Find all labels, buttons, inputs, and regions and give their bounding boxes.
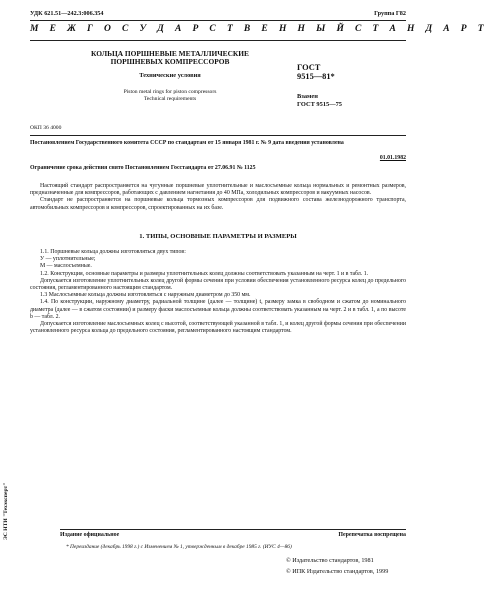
banner-rule [30,40,406,41]
decree-text: Постановлением Государственного комитета СССР по стандартам от 15 января 1981 г. № 9 дата введения установлена [30,140,344,146]
gost-number: 9515—81* [297,72,335,82]
okp-rule [30,135,406,136]
top-rule [30,20,406,21]
intro-paragraph-2: Стандарт не распространяется на поршневые кольца тормозных компрессоров для подвижного состава железнодорожного транспорта, автомобильных компрессоров и компрессоров, спроектированных на их базе. [30,197,406,211]
english-title-line-1: Piston metal rings for piston compressors [123,89,217,95]
limit-text: Ограничение срока действия снято Постановлением Госстандарта от 27.06.91 № 1125 [30,165,256,171]
copyright-1981: © Издательство стандартов, 1981 [286,557,374,564]
paragraph-1-4: 1.4. По конструкции, наружному диаметру, радиальной толщине (далее — толщине) t, размеру замка в свободном и сжатом до номинального диаметра (далее — в сжатом состоянии) и размеру фаски маслосъемные кольца должны соответствовать указанным на черт. 2 и в табл. 1, а по высоте b — табл. 2. [30,299,406,320]
okp-code: ОКП 36 4000 [30,125,62,131]
intro-paragraph-1: Настоящий стандарт распространяется на чугунные поршневые уплотнительные и маслосъемные кольца нормальных и ремонтных размеров, предназначенные для компрессоров, работающих с давлением нагнетания до 40 МПа, холодильных компрессоров и вакуумных насосов. [30,183,406,197]
paragraph-1-2: 1.2. Конструкция, основные параметры и размеры уплотнительных колец должны соответствовать указанным на черт. 1 и в табл. 1. [40,270,369,277]
document-title [60,50,280,66]
replaces-block [297,93,342,108]
title-line-2: ПОРШНЕВЫХ КОМПРЕССОРОВ [110,57,230,67]
intro-block [30,183,406,212]
replaces-label: Взамен [297,93,318,100]
paragraph-1-1-a: У — уплотнительные; [40,256,96,263]
effective-date: 01.01.1982 [379,155,406,161]
sidebar-watermark: ЭС НТИ "Техэксперт" [3,482,9,540]
english-title-line-2: Technical requirements [143,96,197,103]
paragraph-1-1-b: М — маслосъемные. [40,263,92,270]
paragraph-1-2-note: Допускается изготовление уплотнительных колец другой формы сечения при условии обеспечения установленного ресурса колец до предельного состояния, регламентированного настоящим стандартом. [30,277,406,292]
copyright-1999: © ИПК Издательство стандартов, 1999 [286,568,389,575]
title-line-1: КОЛЬЦА ПОРШНЕВЫЕ МЕТАЛЛИЧЕСКИЕ [91,49,249,58]
paragraph-1-3: 1.3 Маслосъемные кольца должны изготовляться с наружным диаметром до 350 мм. [40,292,251,299]
section-heading: 1. ТИПЫ, ОСНОВНЫЕ ПАРАМЕТРЫ И РАЗМЕРЫ [139,233,297,240]
reprint-note: * Переиздание (декабрь 1998 г.) с Изменением № 1, утвержденным в декабре 1985 г. (ИУС 4—86) [66,544,292,550]
official-edition: Издание официальное [60,532,120,538]
udk-code: УДК 621.51—242.3:006.354 [30,10,104,17]
section-body [30,249,406,335]
no-reprint-notice: Перепечатка воспрещена [338,532,406,538]
standard-banner: М Е Ж Г О С У Д А Р С Т В Е Н Н Ы Й С Т А Н Д А Р Т [30,24,488,34]
gost-label: ГОСТ [297,63,321,72]
paragraph-1-4-note: Допускается изготовление маслосъемных колец с высотой, соответствующей указанной в табл. 1, и колец другой формы сечения при обеспечении установленного ресурса кольца до предельного состояния, регламентированного настоящим стандартом. [30,321,406,335]
group-code: Группа Г82 [374,10,406,17]
document-subtitle: Технические условия [139,72,201,79]
replaces-standard: ГОСТ 9515—75 [297,100,342,108]
footer-rule [60,529,406,530]
gost-designation [297,63,335,81]
english-title [60,89,280,103]
paragraph-1-1: 1.1. Поршневые кольца должны изготовляться двух типов: [40,249,186,255]
